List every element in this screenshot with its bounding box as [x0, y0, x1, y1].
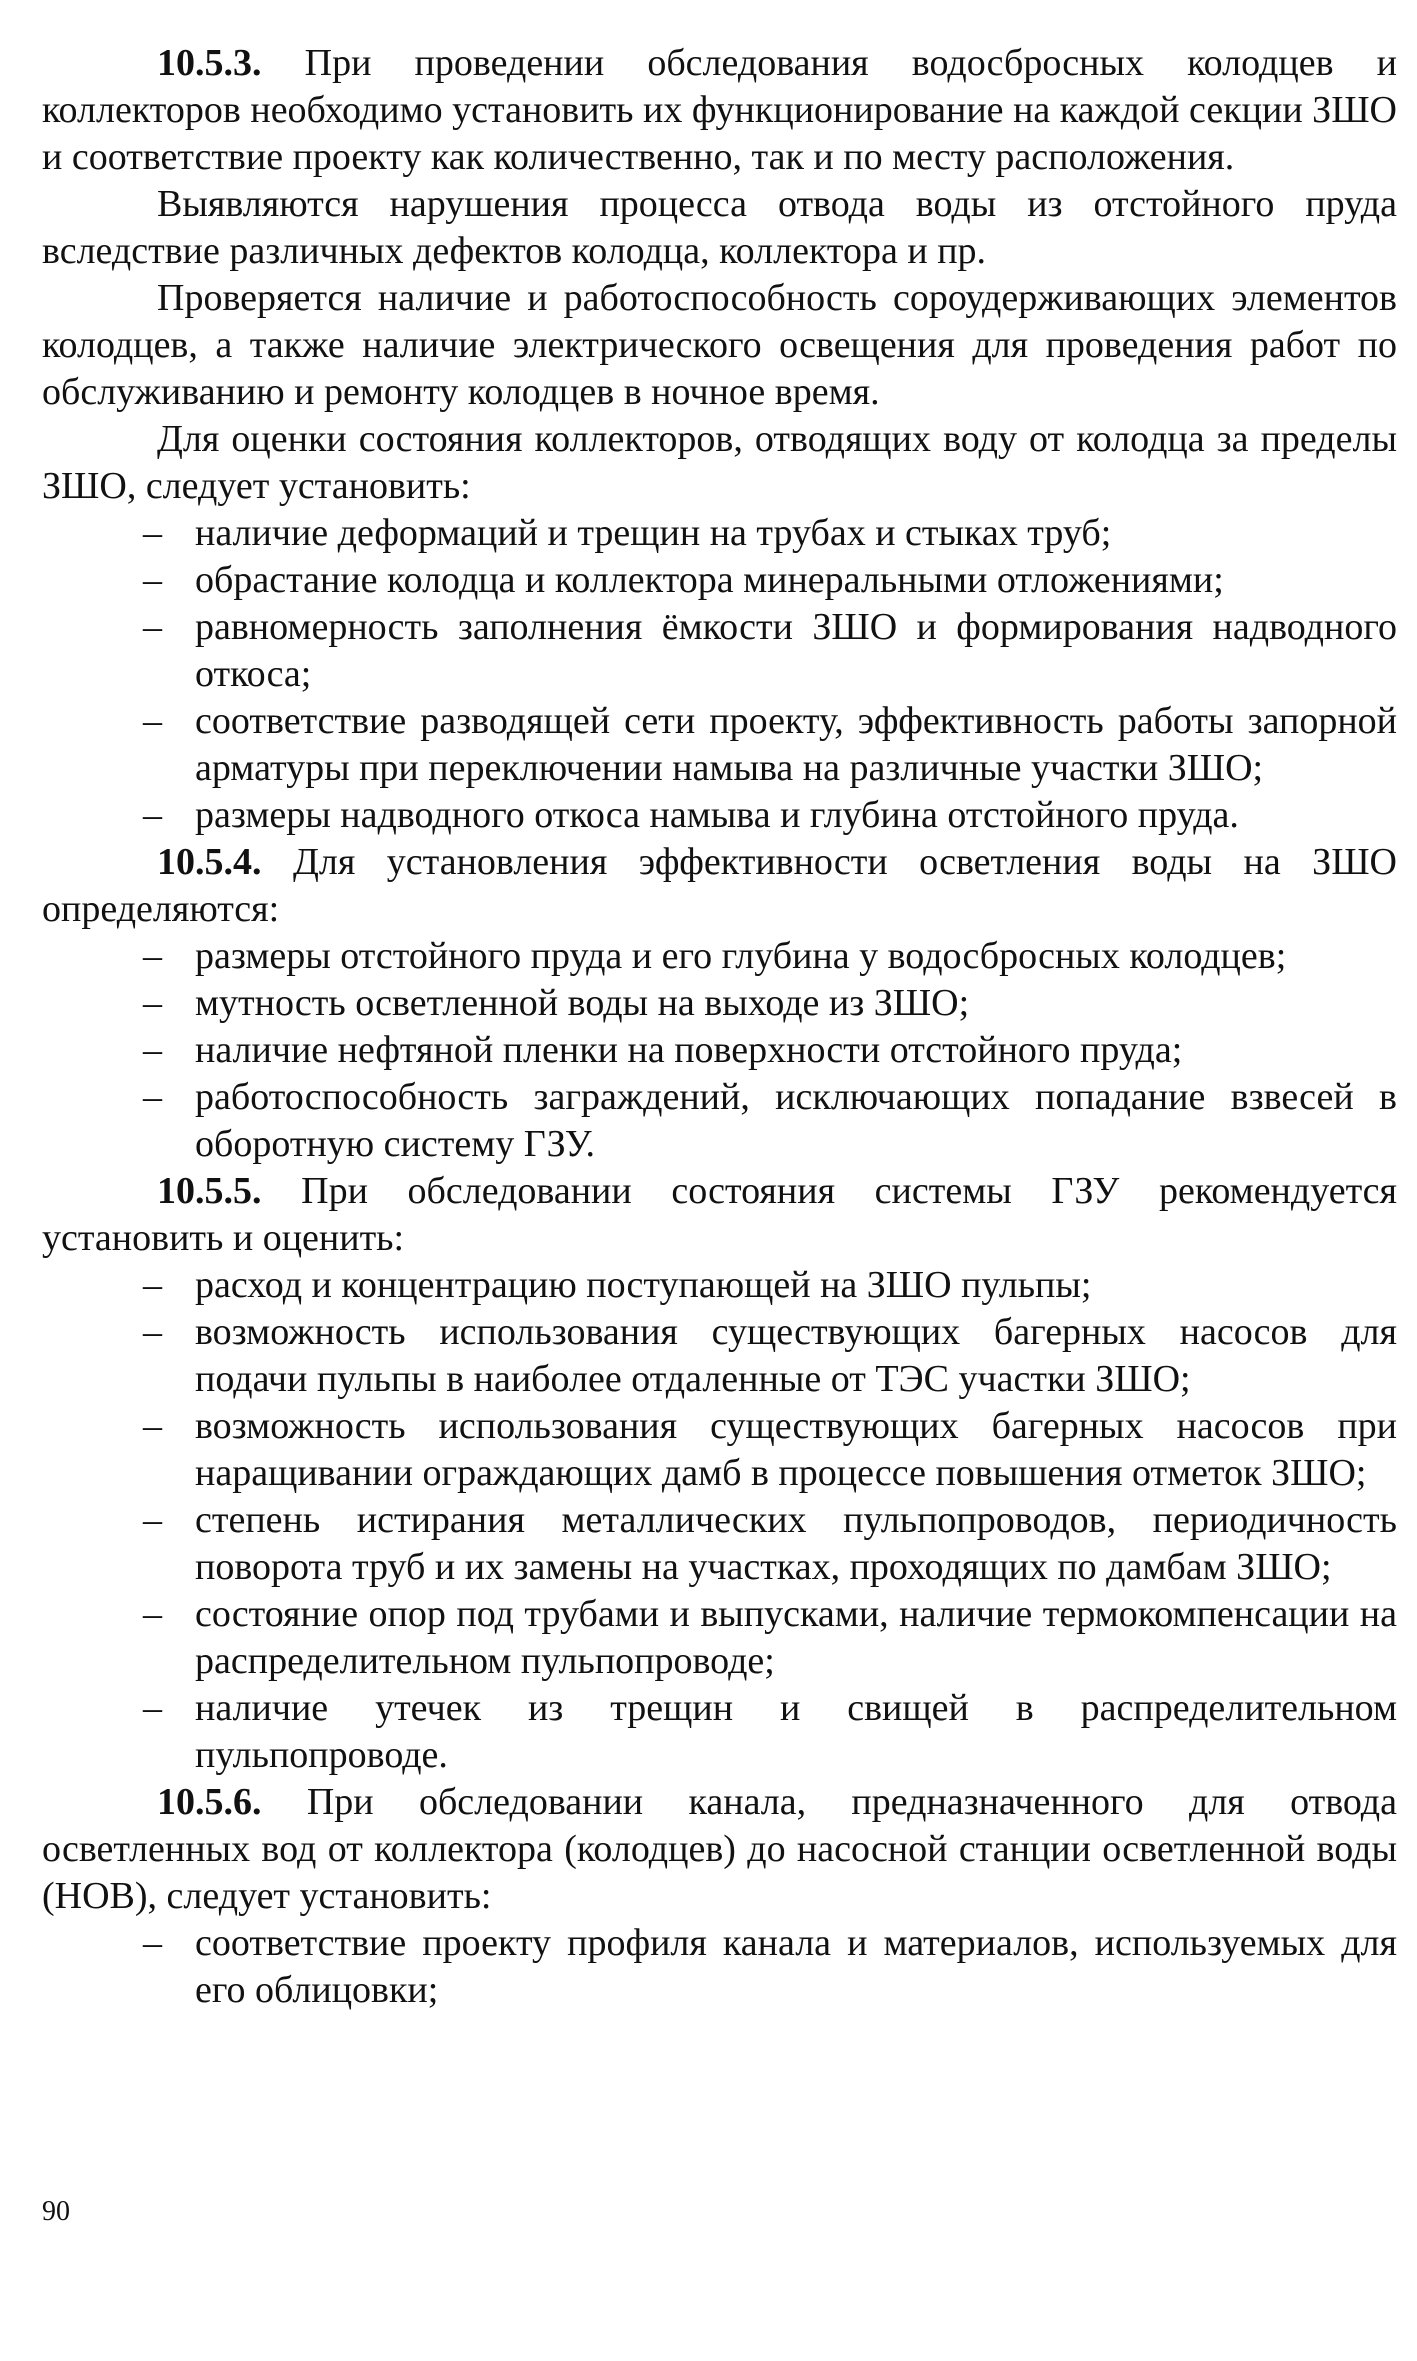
list-item-text: соответствие проекту профиля канала и материалов, используемых для его облицовки; [195, 1922, 1397, 2011]
paragraph [42, 839, 1397, 933]
dash-list [42, 933, 1397, 1168]
list-item-text: возможность использования существующих багерных насосов при наращивании ограждающих дамб в процессе повышения отметок ЗШО; [195, 1405, 1397, 1494]
list-item-text: наличие деформаций и трещин на трубах и стыках труб; [195, 512, 1112, 554]
paragraph: Выявляются нарушения процесса отвода воды из отстойного пруда вследствие различных дефектов колодца, коллектора и пр. [42, 183, 1397, 272]
paragraph-text: Для установления эффективности осветления воды на ЗШО определяются: [42, 841, 1397, 930]
paragraph-text: При проведении обследования водосбросных колодцев и коллекторов необходимо установить их функционирование на каждой секции ЗШО и соответствие проекту как количественно, так и по месту расположения. [42, 42, 1397, 178]
section-10-5-6 [42, 1779, 1397, 2014]
dash-marker: – [143, 700, 162, 742]
dash-marker: – [143, 935, 162, 977]
dash-marker: – [143, 512, 162, 554]
dash-list [42, 1262, 1397, 1779]
list-item-text: соответствие разводящей сети проекту, эффективность работы запорной арматуры при переключении намыва на различные участки ЗШО; [195, 700, 1397, 789]
list-item [42, 1309, 1397, 1403]
paragraph-text: При обследовании состояния системы ГЗУ рекомендуется установить и оценить: [42, 1170, 1398, 1259]
list-item-text: размеры надводного откоса намыва и глубина отстойного пруда. [195, 794, 1239, 836]
list-item [42, 933, 1397, 980]
dash-marker: – [143, 1922, 162, 1964]
section-number: 10.5.6. [157, 1781, 262, 1823]
dash-marker: – [143, 1311, 162, 1353]
list-item-text: равномерность заполнения ёмкости ЗШО и формирования надводного откоса; [195, 606, 1397, 695]
paragraph [42, 40, 1397, 181]
section-number: 10.5.4. [157, 841, 262, 883]
list-item [42, 1027, 1397, 1074]
list-item-text: состояние опор под трубами и выпусками, наличие термокомпенсации на распределительном пульпопроводе; [195, 1593, 1397, 1682]
dash-marker: – [143, 606, 162, 648]
list-item [42, 557, 1397, 604]
dash-list [42, 1920, 1397, 2014]
paragraph: Для оценки состояния коллекторов, отводящих воду от колодца за пределы ЗШО, следует установить: [42, 418, 1397, 507]
list-item [42, 1591, 1397, 1685]
dash-marker: – [143, 1264, 162, 1306]
list-item-text: наличие нефтяной пленки на поверхности отстойного пруда; [195, 1029, 1183, 1071]
dash-marker: – [143, 1593, 162, 1635]
list-item-text: степень истирания металлических пульпопроводов, периодичность поворота труб и их замены на участках, проходящих по дамбам ЗШО; [195, 1499, 1397, 1588]
list-item-text: возможность использования существующих багерных насосов для подачи пульпы в наиболее отдаленные от ТЭС участки ЗШО; [195, 1311, 1397, 1400]
list-item [42, 1685, 1397, 1779]
page-number: 90 [42, 2196, 70, 2227]
document-text [42, 40, 1397, 2014]
section-10-5-5 [42, 1168, 1397, 1779]
list-item-text: расход и концентрацию поступающей на ЗШО пульпы; [195, 1264, 1092, 1306]
list-item [42, 510, 1397, 557]
dash-marker: – [143, 982, 162, 1024]
section-number: 10.5.5. [157, 1170, 262, 1212]
section-10-5-4 [42, 839, 1397, 1168]
list-item-text: работоспособность заграждений, исключающих попадание взвесей в оборотную систему ГЗУ. [195, 1076, 1397, 1165]
dash-list [42, 510, 1397, 839]
list-item-text: размеры отстойного пруда и его глубина у водосбросных колодцев; [195, 935, 1287, 977]
list-item [42, 1403, 1397, 1497]
list-item [42, 698, 1397, 792]
list-item [42, 1920, 1397, 2014]
list-item [42, 1262, 1397, 1309]
dash-marker: – [143, 1405, 162, 1447]
list-item-text: обрастание колодца и коллектора минеральными отложениями; [195, 559, 1224, 601]
list-item [42, 1497, 1397, 1591]
list-item [42, 604, 1397, 698]
dash-marker: – [143, 794, 162, 836]
dash-marker: – [143, 1499, 162, 1541]
list-item [42, 1074, 1397, 1168]
dash-marker: – [143, 1076, 162, 1118]
dash-marker: – [143, 1029, 162, 1071]
dash-marker: – [143, 559, 162, 601]
list-item-text: мутность осветленной воды на выходе из ЗШО; [195, 982, 970, 1024]
paragraph-text: При обследовании канала, предназначенного для отвода осветленных вод от коллектора (колодцев) до насосной станции осветленной воды (НОВ), следует установить: [42, 1781, 1397, 1917]
section-10-5-3 [42, 40, 1397, 839]
paragraph [42, 1779, 1397, 1920]
paragraph: Проверяется наличие и работоспособность сороудерживающих элементов колодцев, а также наличие электрического освещения для проведения работ по обслуживанию и ремонту колодцев в ночное время. [42, 277, 1397, 413]
dash-marker: – [143, 1687, 162, 1729]
section-number: 10.5.3. [157, 42, 262, 84]
paragraph [42, 1168, 1397, 1262]
list-item [42, 980, 1397, 1027]
list-item [42, 792, 1397, 839]
list-item-text: наличие утечек из трещин и свищей в распределительном пульпопроводе. [195, 1687, 1397, 1776]
